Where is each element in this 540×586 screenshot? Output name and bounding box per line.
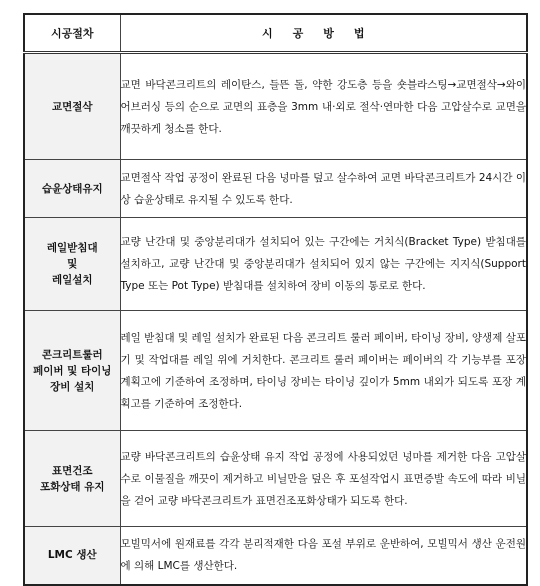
- method-description: 모빌믹서에 원재료를 각각 분리적재한 다음 포설 부위로 운반하여, 모빌믹서 생산 운전원에 의해 LMC를 생산한다.: [120, 527, 527, 585]
- step-label: 포화상태 유지: [39, 480, 105, 493]
- table-row: [24, 218, 527, 311]
- step-label: 레일받침대: [46, 242, 98, 254]
- table-row: [24, 53, 527, 160]
- step-label: 콘크리트룰러: [41, 348, 103, 361]
- table-row: [24, 527, 527, 585]
- method-description: 교량 난간대 및 중앙분리대가 설치되어 있는 구간에는 거치식(Bracket Type) 받침대를 설치하고, 교량 난간대 및 중앙분리대가 설치되어 있지 않는 구간에는 지지식(Support Type 또는 Pot Type) 받침대를 설치하여 장비 이동의 통로로 한다.: [120, 218, 527, 311]
- header-method: 시공방법: [120, 14, 527, 53]
- table-header-row: [24, 14, 527, 53]
- step-label: 교면절삭: [51, 100, 93, 113]
- table-row: [24, 160, 527, 218]
- step-label: 습윤상태유지: [41, 182, 103, 195]
- step-label: 및: [67, 258, 78, 270]
- step-cell: [24, 311, 120, 431]
- header-step: 시공절차: [24, 14, 120, 53]
- table-row: [24, 311, 527, 431]
- step-cell: [24, 53, 120, 160]
- table-row: [24, 431, 527, 527]
- step-cell: [24, 527, 120, 585]
- method-description: 레일 받침대 및 레일 설치가 완료된 다음 콘크리트 룰러 페이버, 타이닝 장비, 양생제 살포기 및 작업대를 레일 위에 거치한다. 콘크리트 룰러 페이버는 페이버의 각 기능부를 포장 계획고에 기준하여 조정하며, 타이닝 장비는 타이닝 깊이가 5mm 내외가 되도록 포장 계획고를 기준하여 조정한다.: [120, 311, 527, 431]
- step-label: LMC 생산: [47, 549, 97, 562]
- method-description: 교면 바닥콘크리트의 레이탄스, 들뜬 돌, 약한 강도층 등을 숏블라스팅→교면절삭→와이어브러싱 등의 순으로 교면의 표층을 3mm 내·외로 절삭·연마한 다음 고압살수로 교면을 깨끗하게 청소를 한다.: [120, 53, 527, 160]
- step-label: 페이버 및 타이닝: [33, 364, 112, 377]
- step-cell: [24, 160, 120, 218]
- step-label: 표면건조: [51, 464, 93, 477]
- document-page: [23, 13, 528, 586]
- method-description: 교면절삭 작업 공정이 완료된 다음 넝마를 덮고 살수하여 교면 바닥콘크리트가 24시간 이상 습윤상태로 유지될 수 있도록 한다.: [120, 160, 527, 218]
- step-cell: [24, 218, 120, 311]
- step-label: 레일설치: [51, 274, 93, 286]
- construction-procedure-table: [23, 13, 528, 586]
- step-label: 장비 설치: [50, 380, 95, 393]
- step-cell: [24, 431, 120, 527]
- method-description: 교량 바닥콘크리트의 습윤상태 유지 작업 공정에 사용되었던 넝마를 제거한 다음 고압살수로 이물질을 깨끗이 제거하고 비닐만을 덮은 후 포설작업시 표면증발 속도에 따라 비닐을 걷어 교량 바닥콘크리트가 표면건조포화상태가 되도록 한다.: [120, 431, 527, 527]
